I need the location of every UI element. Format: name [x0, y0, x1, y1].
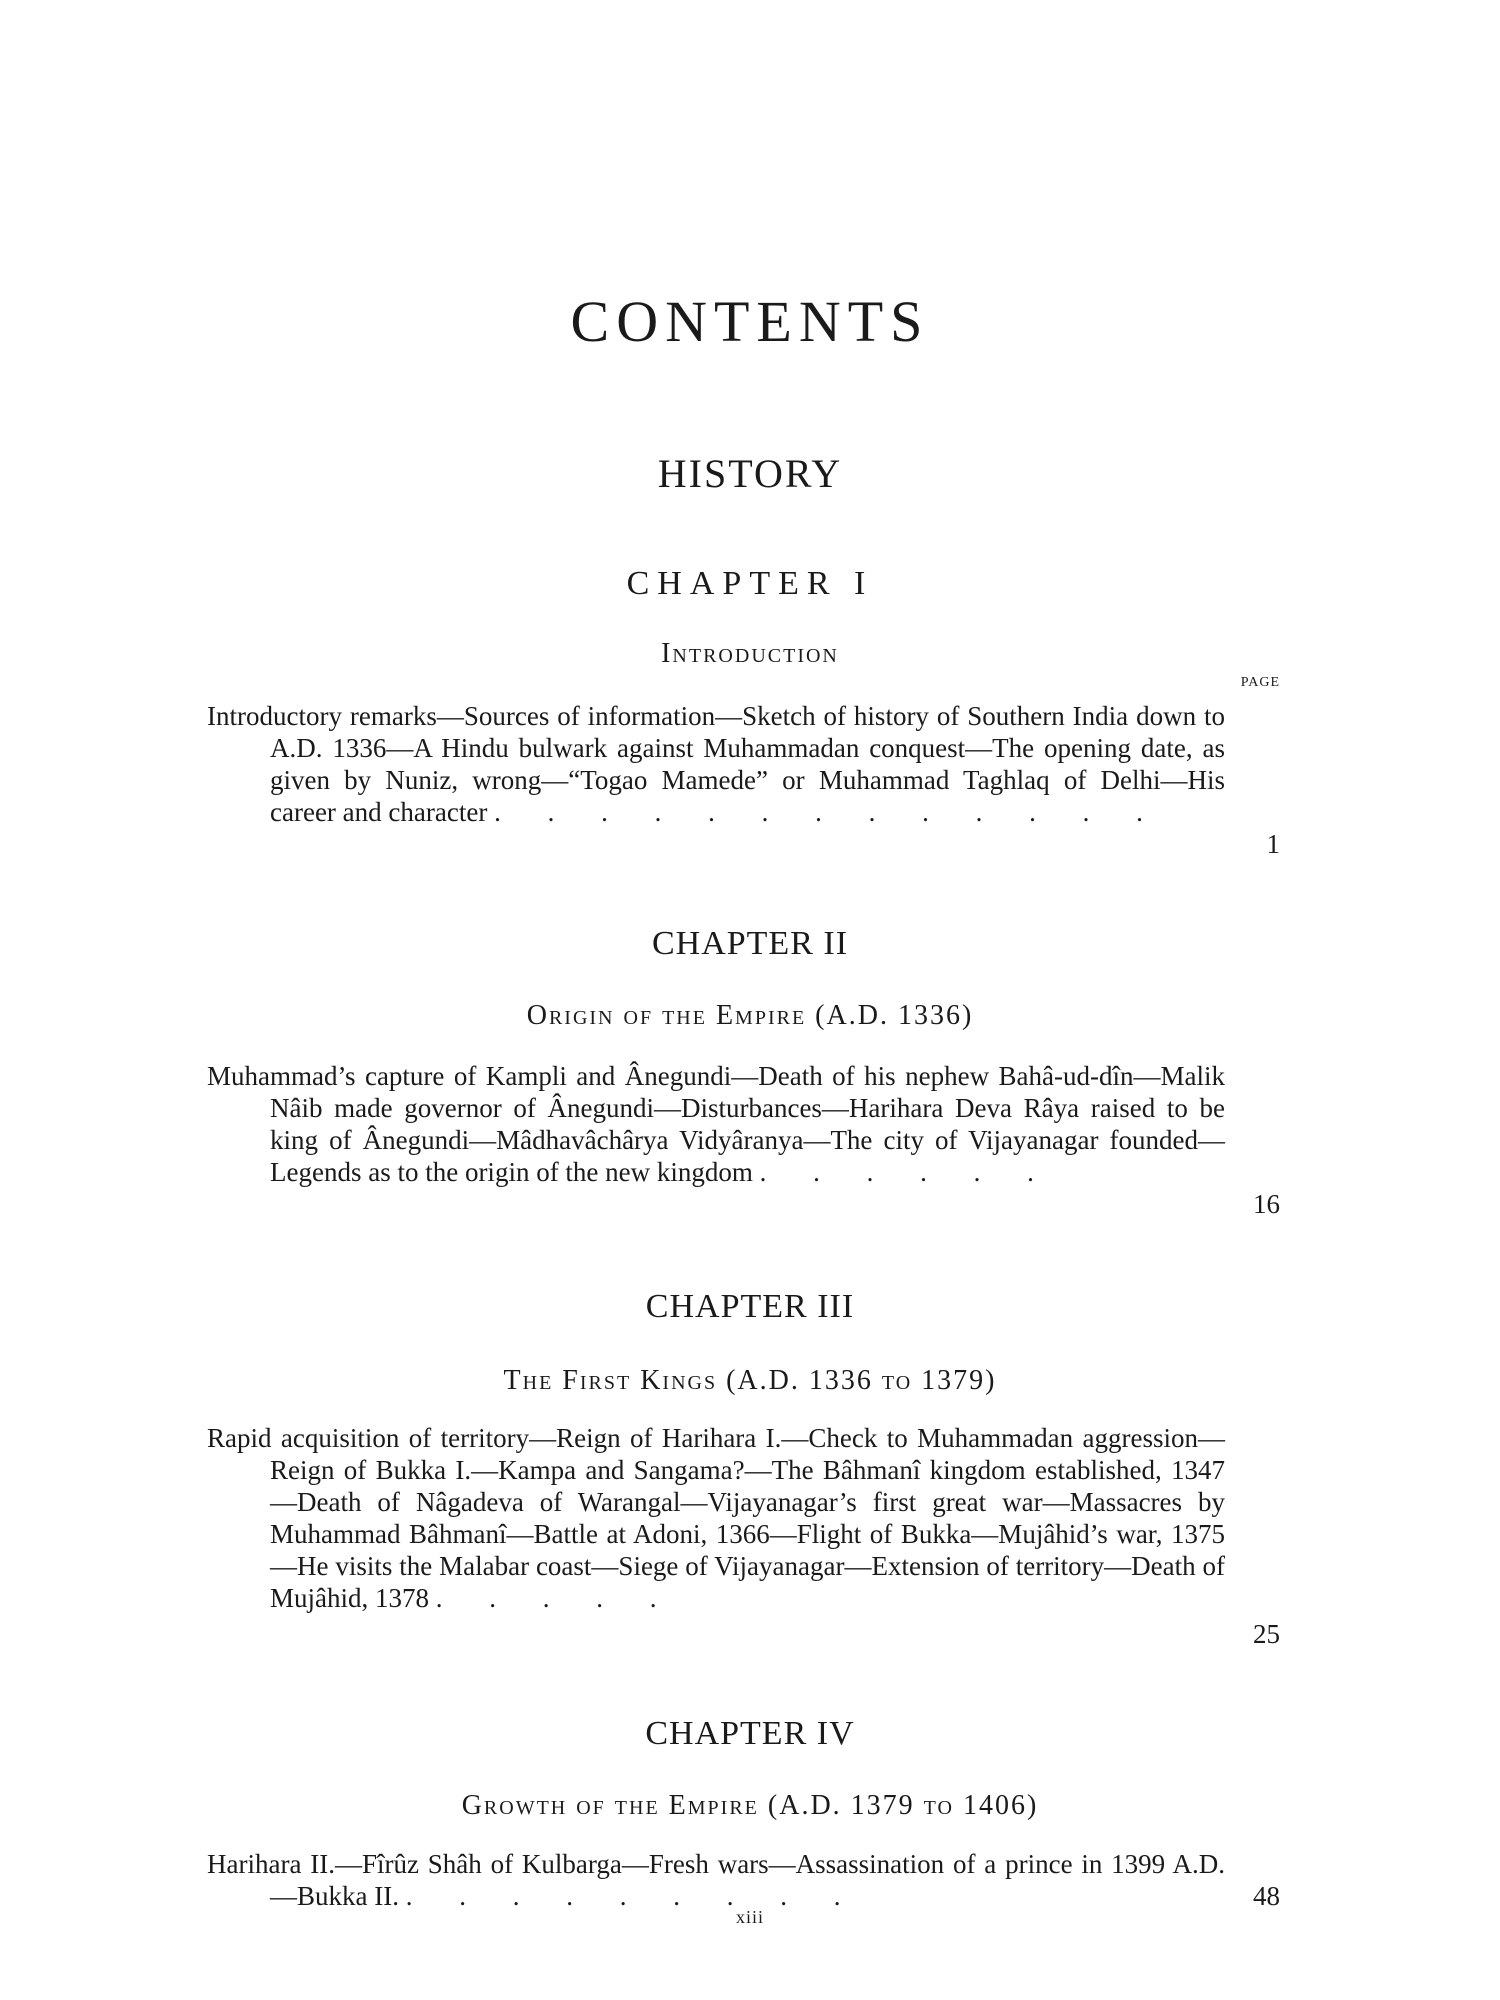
chapter-title: Introduction	[661, 638, 839, 669]
chapter-summary: Introductory remarks—Sources of information—Sketch of history of Southern India down to A.D. 1336—A Hindu bulwark against Muhammadan conquest—The opening date, as given by Nuniz, wrong—“Togao Mamede” or Muhammad Taghlaq of Delhi—His career and character . . . . . . . . . . . . .	[207, 701, 1225, 827]
chapter-summary: Harihara II.—Fîrûz Shâh of Kulbarga—Fresh wars—Assassination of a prince in 1399 A.D.—Bukka II. . . . . . . . . .	[207, 1849, 1225, 1911]
chapter-number: CHAPTER IV	[645, 1715, 855, 1752]
page-number: 25	[1253, 1619, 1280, 1649]
chapter-number: CHAPTER I	[626, 565, 874, 602]
page-number: 16	[1253, 1189, 1280, 1219]
chapter-title: Growth of the Empire (A.D. 1379 to 1406)	[461, 1790, 1039, 1821]
chapter-title: The First Kings (A.D. 1336 to 1379)	[503, 1365, 997, 1396]
chapter-summary: Muhammad’s capture of Kampli and Ânegundi—Death of his nephew Bahâ-ud-dîn—Malik Nâib made governor of Ânegundi—Disturbances—Harihara Deva Râya raised to be king of Ânegundi—Mâdhavâchârya Vidyâranya—The city of Vijayanagar founded—Legends as to the origin of the new kingdom . . . . . .	[207, 1061, 1225, 1187]
folio-number: xiii	[735, 1907, 764, 1927]
part-heading: HISTORY	[657, 451, 843, 496]
chapter-summary: Rapid acquisition of territory—Reign of Harihara I.—Check to Muhammadan aggression—Reign of Bukka I.—Kampa and Sangama?—The Bâhmanî kingdom established, 1347—Death of Nâgadeva of Warangal—Vijayanagar’s first great war—Massacres by Muhammad Bâhmanî—Battle at Adoni, 1366—Flight of Bukka—Mujâhid’s war, 1375—He visits the Malabar coast—Siege of Vijayanagar—Extension of territory—Death of Mujâhid, 1378 . . . . .	[207, 1423, 1225, 1613]
dot-leaders: . . . . . .	[759, 1157, 1054, 1187]
page-number: 1	[1266, 829, 1280, 859]
page-number: 48	[1253, 1881, 1280, 1911]
chapter-title: Origin of the Empire (A.D. 1336)	[526, 1000, 974, 1031]
contents-heading: CONTENTS	[570, 289, 930, 354]
chapter-number: CHAPTER II	[651, 925, 849, 962]
dot-leaders: . . . . . . . . . . . . .	[494, 797, 1163, 827]
dot-leaders: . . . . .	[435, 1583, 677, 1613]
page-column-label: PAGE	[1240, 675, 1280, 690]
dot-leaders: . . . . . . . . .	[405, 1881, 861, 1911]
chapter-number: CHAPTER III	[645, 1288, 855, 1325]
